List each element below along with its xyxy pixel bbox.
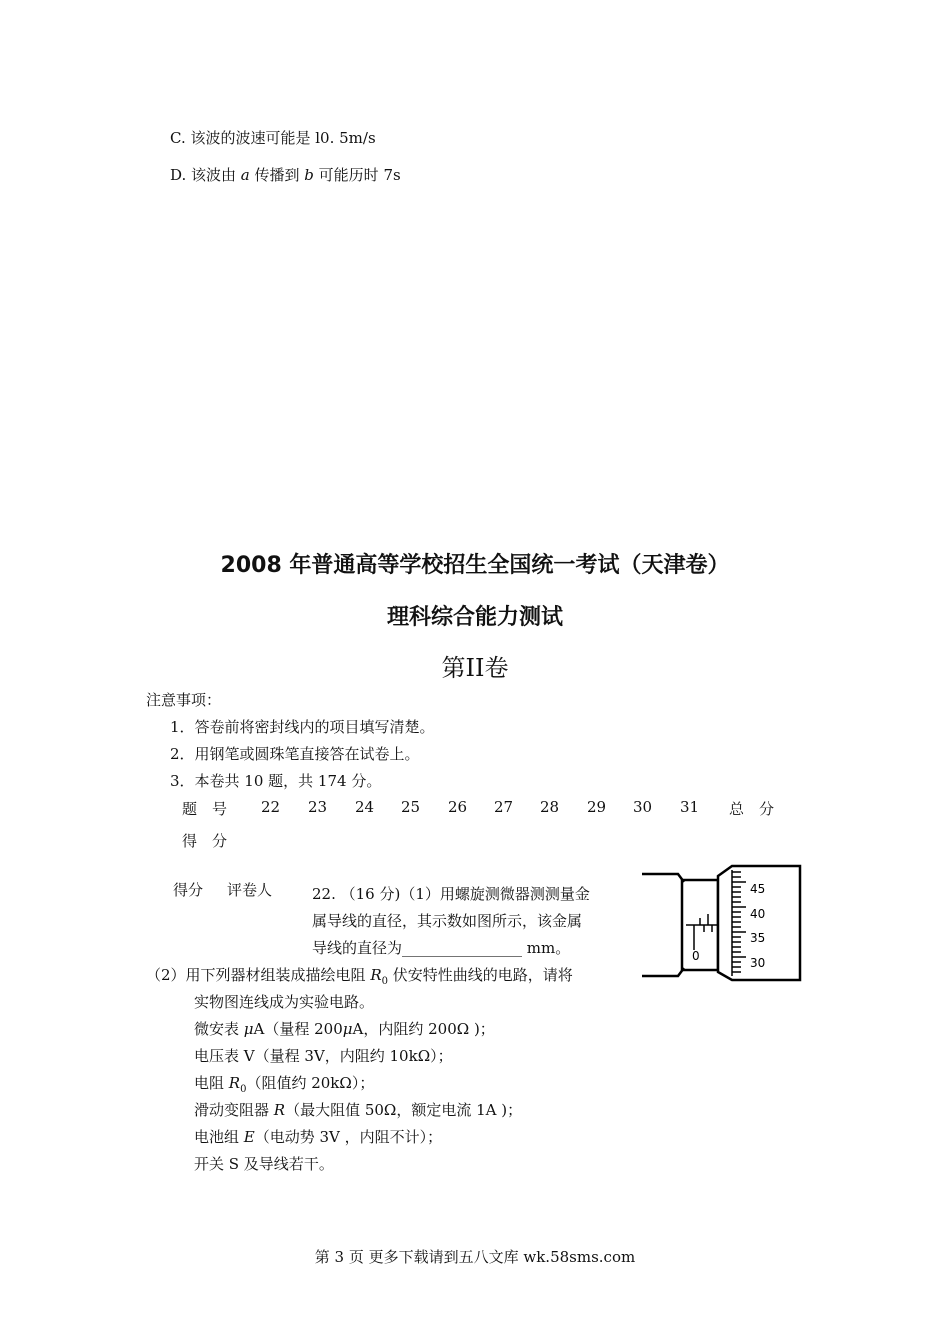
note-item: 1．答卷前将密封线内的项目填写清楚。: [170, 718, 435, 736]
scale-label: 40: [750, 907, 766, 921]
sleeve-zero-label: 0: [692, 949, 700, 963]
exam-title: 2008 年普通高等学校招生全国统一考试（天津卷）: [220, 553, 730, 578]
score-label: 得分: [173, 881, 204, 899]
grader-label: 评卷人: [227, 881, 273, 899]
question-number: 29: [587, 798, 607, 816]
equipment-item: 微安表 μA（量程 200μA，内阻约 200Ω )；: [194, 1020, 495, 1038]
note-item: 3．本卷共 10 题，共 174 分。: [170, 772, 382, 790]
q22-part2-line: （2）用下列器材组装成描绘电阻 $R_0$ 伏安特性曲线的电路，请将: [146, 966, 573, 987]
note-item: 2．用钢笔或圆珠笔直接答在试卷上。: [170, 745, 420, 763]
equipment-item: 电阻 $R_0$（阻值约 20kΩ）；: [194, 1074, 375, 1095]
page-footer: 第 3 页 更多下载请到五八文库 wk.58sms.com: [314, 1248, 636, 1266]
score-table-label: 题 号: [182, 800, 228, 818]
option-c: C. 该波的波速可能是 l0. 5m/s: [170, 129, 376, 147]
score-table-score-row: [182, 830, 382, 850]
score-table-header-row: [182, 798, 802, 818]
equipment-item: 滑动变阻器 R（最大阻值 50Ω，额定电流 1A )；: [194, 1101, 523, 1119]
equipment-item: 电池组 E（电动势 3V ，内阻不计）；: [194, 1128, 443, 1146]
question-number: 24: [355, 798, 375, 816]
scale-label: 45: [750, 882, 766, 896]
question-number: 30: [633, 798, 653, 816]
micrometer-figure: [640, 862, 805, 987]
total-label: 总 分: [729, 800, 775, 818]
q22-part2-line: 实物图连线成为实验电路。: [194, 993, 375, 1011]
score-row-label: 得 分: [182, 832, 228, 850]
notes-heading: 注意事项：: [146, 691, 222, 709]
question-number: 22: [261, 798, 281, 816]
question-number: 27: [494, 798, 514, 816]
question-number: 26: [448, 798, 468, 816]
scale-label: 30: [750, 956, 766, 970]
question-number: 23: [308, 798, 328, 816]
q22-answer-line: 导线的直径为________________ mm。: [312, 939, 571, 957]
q22-line: 22. （16 分)（1）用螺旋测微器测测量金: [312, 885, 590, 903]
exam-subtitle: 理科综合能力测试: [386, 605, 563, 630]
scale-label: 35: [750, 931, 766, 945]
question-number: 31: [680, 798, 700, 816]
option-d: D. 该波由 a 传播到 b 可能历时 7s: [170, 166, 401, 184]
q22-line: 属导线的直径，其示数如图所示，该金属: [312, 912, 583, 930]
question-number: 28: [540, 798, 560, 816]
volume-label: 第II卷: [441, 654, 509, 682]
equipment-item: 电压表 V（量程 3V，内阻约 10kΩ）；: [194, 1047, 453, 1065]
question-number: 25: [401, 798, 421, 816]
equipment-item: 开关 S 及导线若干。: [194, 1155, 334, 1173]
